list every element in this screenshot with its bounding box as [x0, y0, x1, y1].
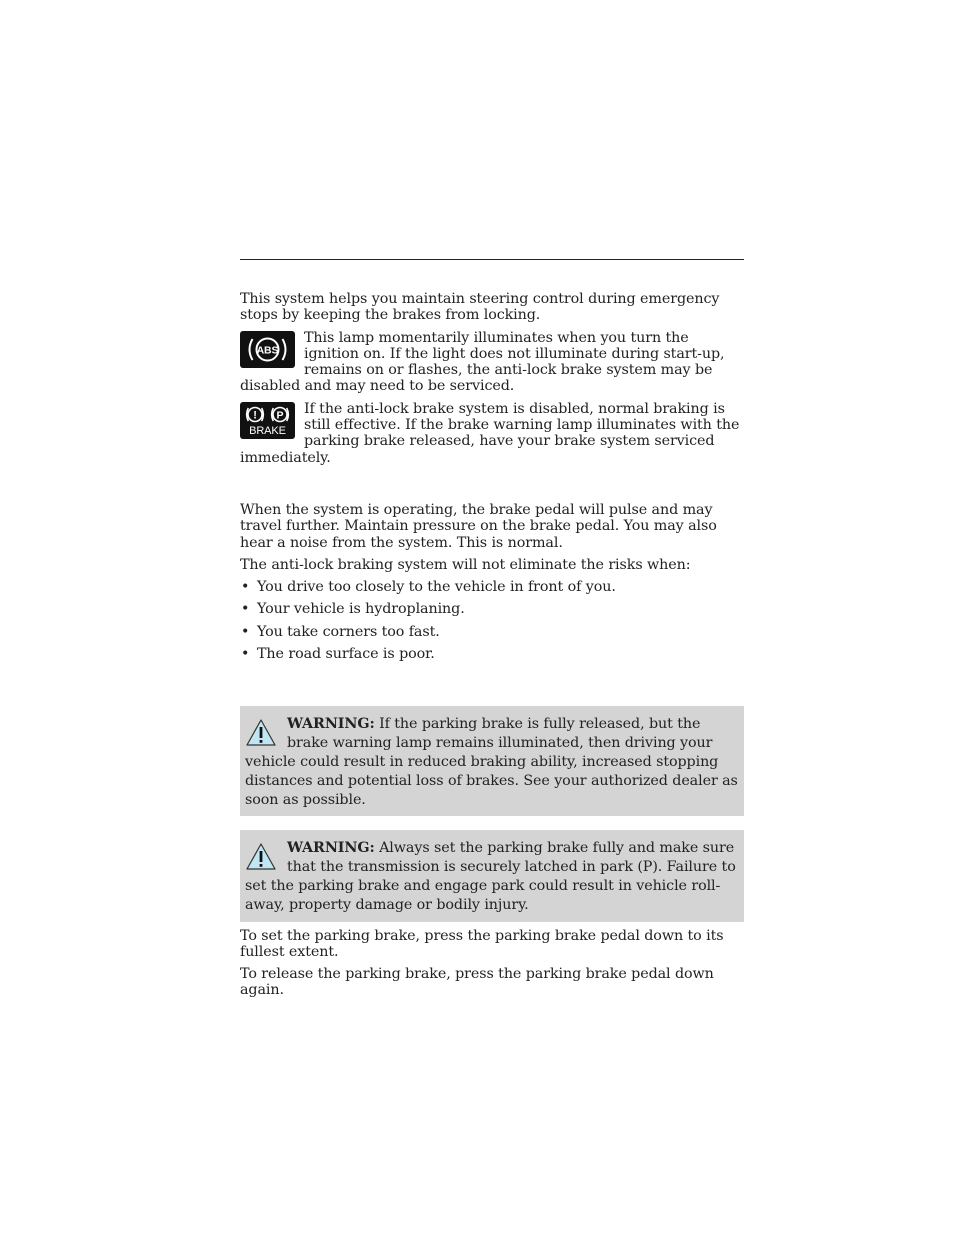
section-divider [240, 259, 744, 260]
release-parking-brake-paragraph: To release the parking brake, press the parking brake pedal down again. [240, 966, 714, 999]
warning-triangle-icon [245, 842, 277, 872]
brake-lamp-park-symbol: P [276, 409, 284, 422]
brake-lamp-paragraph: If the anti-lock brake system is disabled, normal braking is still effective. If the brake warning lamp illuminates with the parking brake released, have your brake system serviced immediately. [240, 400, 740, 466]
brake-lamp-block [240, 401, 744, 466]
abs-lamp-block [240, 330, 744, 395]
warning-label: WARNING: [287, 840, 375, 857]
warning-triangle-icon [245, 718, 277, 748]
list-item: • You take corners too fast. [241, 623, 440, 640]
abs-risks-list [240, 579, 744, 662]
abs-lamp-paragraph: This lamp momentarily illuminates when you turn the ignition on. If the light does not illuminate during start-up, remains on or flashes, the anti-lock brake system may be disabled and may need to be serviced. [240, 329, 725, 395]
brake-lamp-exclamation: ! [253, 409, 257, 422]
brake-warning-lamp-icon [240, 402, 295, 439]
warning-box-park-latch [240, 830, 744, 921]
set-parking-brake-paragraph: To set the parking brake, press the parking brake pedal down to its fullest extent. [240, 927, 724, 960]
list-item: • The road surface is poor. [241, 646, 435, 663]
warning-text: Always set the parking brake fully and make sure that the transmission is securely latched in park (P). Failure to set the parking brake and engage park could result in vehicle roll-away, property damage or bodily injury. [245, 840, 736, 913]
abs-lamp-label: ABS [256, 344, 279, 357]
warning-label: WARNING: [287, 716, 375, 733]
abs-risks-intro: The anti-lock braking system will not eliminate the risks when: [240, 556, 691, 573]
list-item: • You drive too closely to the vehicle in front of you. [241, 579, 616, 596]
abs-intro-paragraph: This system helps you maintain steering control during emergency stops by keeping the brakes from locking. [240, 291, 720, 324]
warning-text: If the parking brake is fully released, but the brake warning lamp remains illuminated, then driving your vehicle could result in reduced braking ability, increased stopping distances and potential loss of brakes. See your authorized dealer as soon as possible. [245, 716, 738, 808]
brake-lamp-label: BRAKE [249, 424, 286, 437]
abs-warning-lamp-icon [240, 331, 295, 368]
abs-operation-paragraph: When the system is operating, the brake pedal will pulse and may travel further. Maintain pressure on the brake pedal. You may also hear a noise from the system. This is normal. [240, 501, 717, 551]
list-item: • Your vehicle is hydroplaning. [241, 601, 465, 618]
warning-box-parking-lamp [240, 706, 744, 816]
manual-page-content [240, 291, 744, 999]
